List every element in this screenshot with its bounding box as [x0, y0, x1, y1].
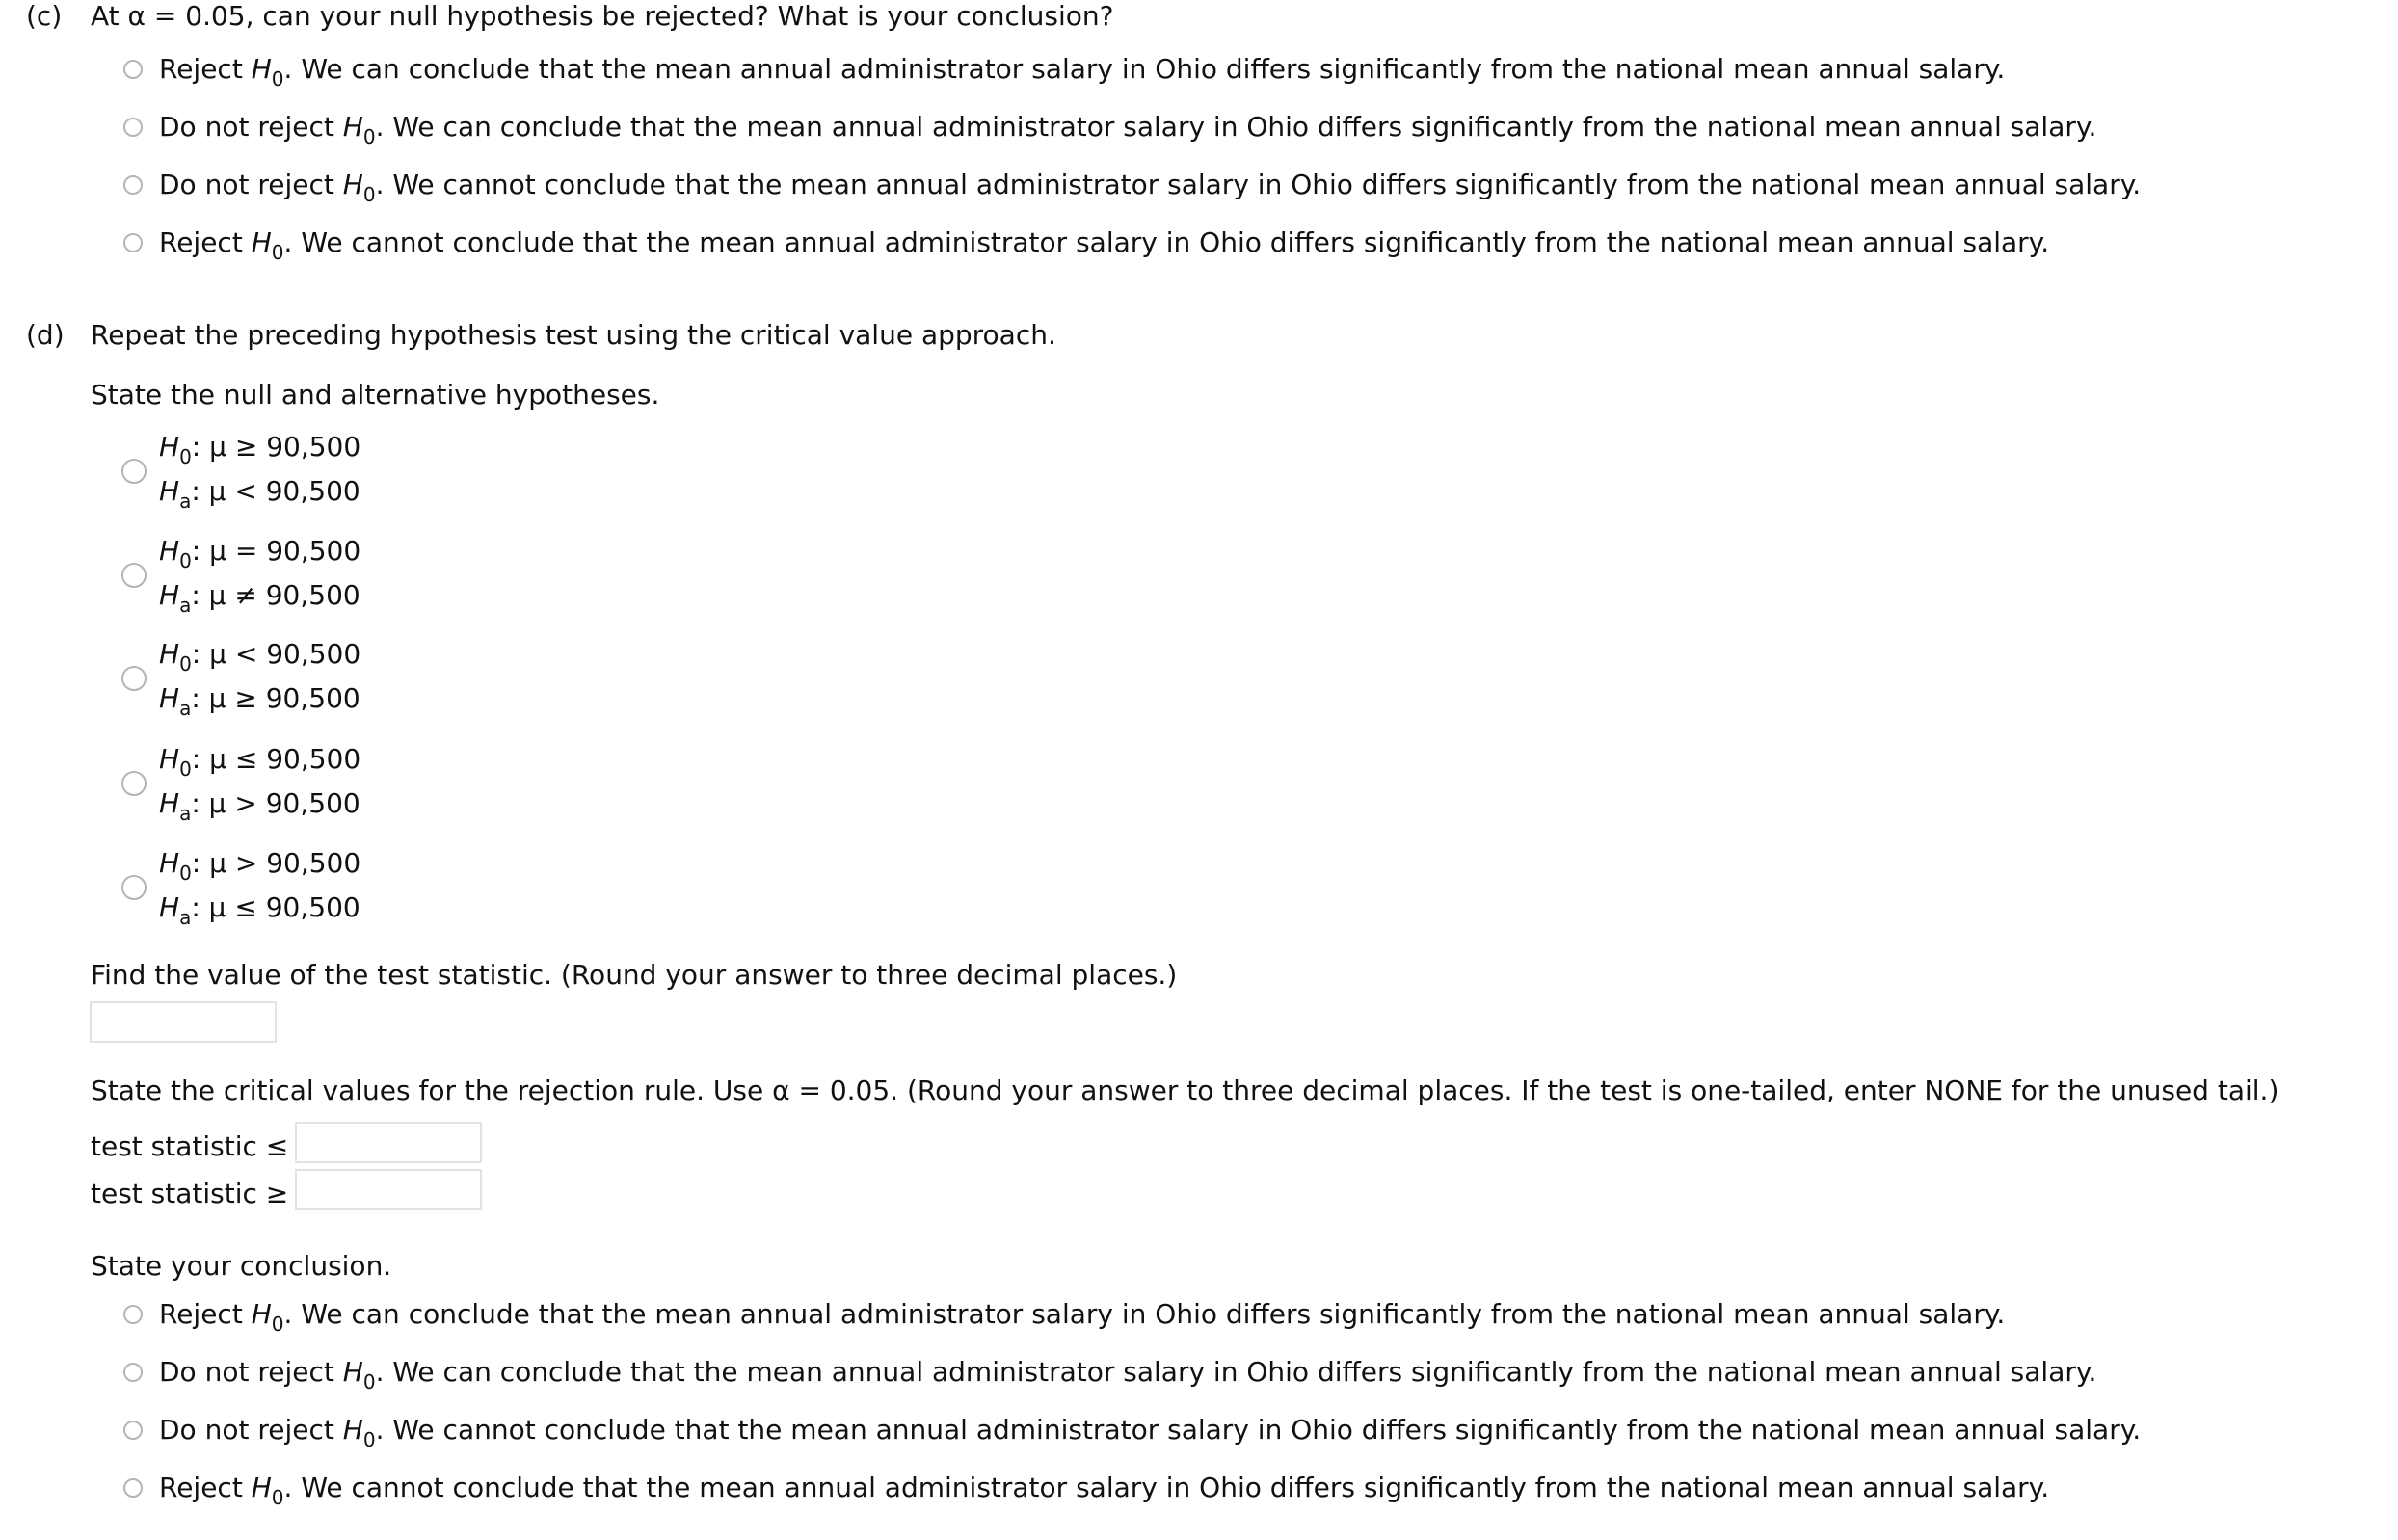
null-hypothesis: $H_0$: μ ≥ 90,500 — [159, 431, 361, 468]
alternative-hypothesis: $H_a$: μ ≤ 90,500 — [159, 891, 360, 929]
option-text: Reject $H_0$. We can conclude that the mean annual administrator salary in Ohio differs significantly from the national mean annual salary. — [159, 53, 2006, 91]
radio-button[interactable] — [121, 875, 147, 900]
option-text: Do not reject $H_0$. We cannot conclude that the mean annual administrator salary in Ohio differs significantly from the national mean annual salary. — [159, 1414, 2142, 1451]
test-statistic-prompt: Find the value of the test statistic. (Round your answer to three decimal places.) — [91, 959, 1178, 991]
critical-lower-label: test statistic ≤ — [91, 1130, 289, 1162]
alternative-hypothesis: $H_a$: μ ≠ 90,500 — [159, 579, 360, 617]
radio-button[interactable] — [121, 666, 147, 691]
null-hypothesis: $H_0$: μ ≤ 90,500 — [159, 743, 361, 781]
test-statistic-input[interactable] — [90, 1001, 277, 1043]
hypotheses-prompt: State the null and alternative hypotheses. — [91, 379, 660, 411]
radio-button[interactable] — [123, 60, 143, 79]
alternative-hypothesis: $H_a$: μ > 90,500 — [159, 787, 360, 825]
option-text: Reject $H_0$. We cannot conclude that the mean annual administrator salary in Ohio differs significantly from the national mean annual salary. — [159, 226, 2050, 264]
critical-lower-input[interactable] — [295, 1122, 482, 1163]
radio-button[interactable] — [123, 233, 143, 252]
radio-button[interactable] — [123, 1305, 143, 1324]
radio-button[interactable] — [123, 1363, 143, 1382]
part-c-label: (c) — [26, 0, 63, 32]
radio-button[interactable] — [121, 459, 147, 484]
radio-button[interactable] — [123, 1421, 143, 1440]
critical-values-prompt: State the critical values for the rejection rule. Use α = 0.05. (Round your answer to three decimal places. If the test is one-tailed, enter NONE for the unused tail.) — [91, 1075, 2279, 1106]
null-hypothesis: $H_0$: μ < 90,500 — [159, 638, 361, 676]
alternative-hypothesis: $H_a$: μ ≥ 90,500 — [159, 682, 360, 720]
critical-upper-input[interactable] — [295, 1169, 482, 1210]
part-d-intro: Repeat the preceding hypothesis test using the critical value approach. — [91, 319, 1056, 351]
radio-button[interactable] — [123, 118, 143, 137]
part-c-question: At α = 0.05, can your null hypothesis be rejected? What is your conclusion? — [91, 0, 1114, 32]
option-text: Reject $H_0$. We cannot conclude that the mean annual administrator salary in Ohio differs significantly from the national mean annual salary. — [159, 1472, 2050, 1509]
conclusion-prompt: State your conclusion. — [91, 1250, 392, 1282]
option-text: Do not reject $H_0$. We can conclude that the mean annual administrator salary in Ohio differs significantly from the national mean annual salary. — [159, 111, 2097, 148]
radio-button[interactable] — [123, 175, 143, 195]
radio-button[interactable] — [123, 1478, 143, 1498]
option-text: Reject $H_0$. We can conclude that the mean annual administrator salary in Ohio differs significantly from the national mean annual salary. — [159, 1298, 2006, 1336]
null-hypothesis: $H_0$: μ > 90,500 — [159, 847, 361, 885]
critical-upper-label: test statistic ≥ — [91, 1178, 289, 1209]
radio-button[interactable] — [121, 563, 147, 588]
alternative-hypothesis: $H_a$: μ < 90,500 — [159, 475, 360, 513]
option-text: Do not reject $H_0$. We cannot conclude that the mean annual administrator salary in Ohio differs significantly from the national mean annual salary. — [159, 169, 2142, 206]
radio-button[interactable] — [121, 771, 147, 796]
part-d-label: (d) — [26, 319, 65, 351]
null-hypothesis: $H_0$: μ = 90,500 — [159, 535, 361, 572]
option-text: Do not reject $H_0$. We can conclude that the mean annual administrator salary in Ohio differs significantly from the national mean annual salary. — [159, 1356, 2097, 1394]
